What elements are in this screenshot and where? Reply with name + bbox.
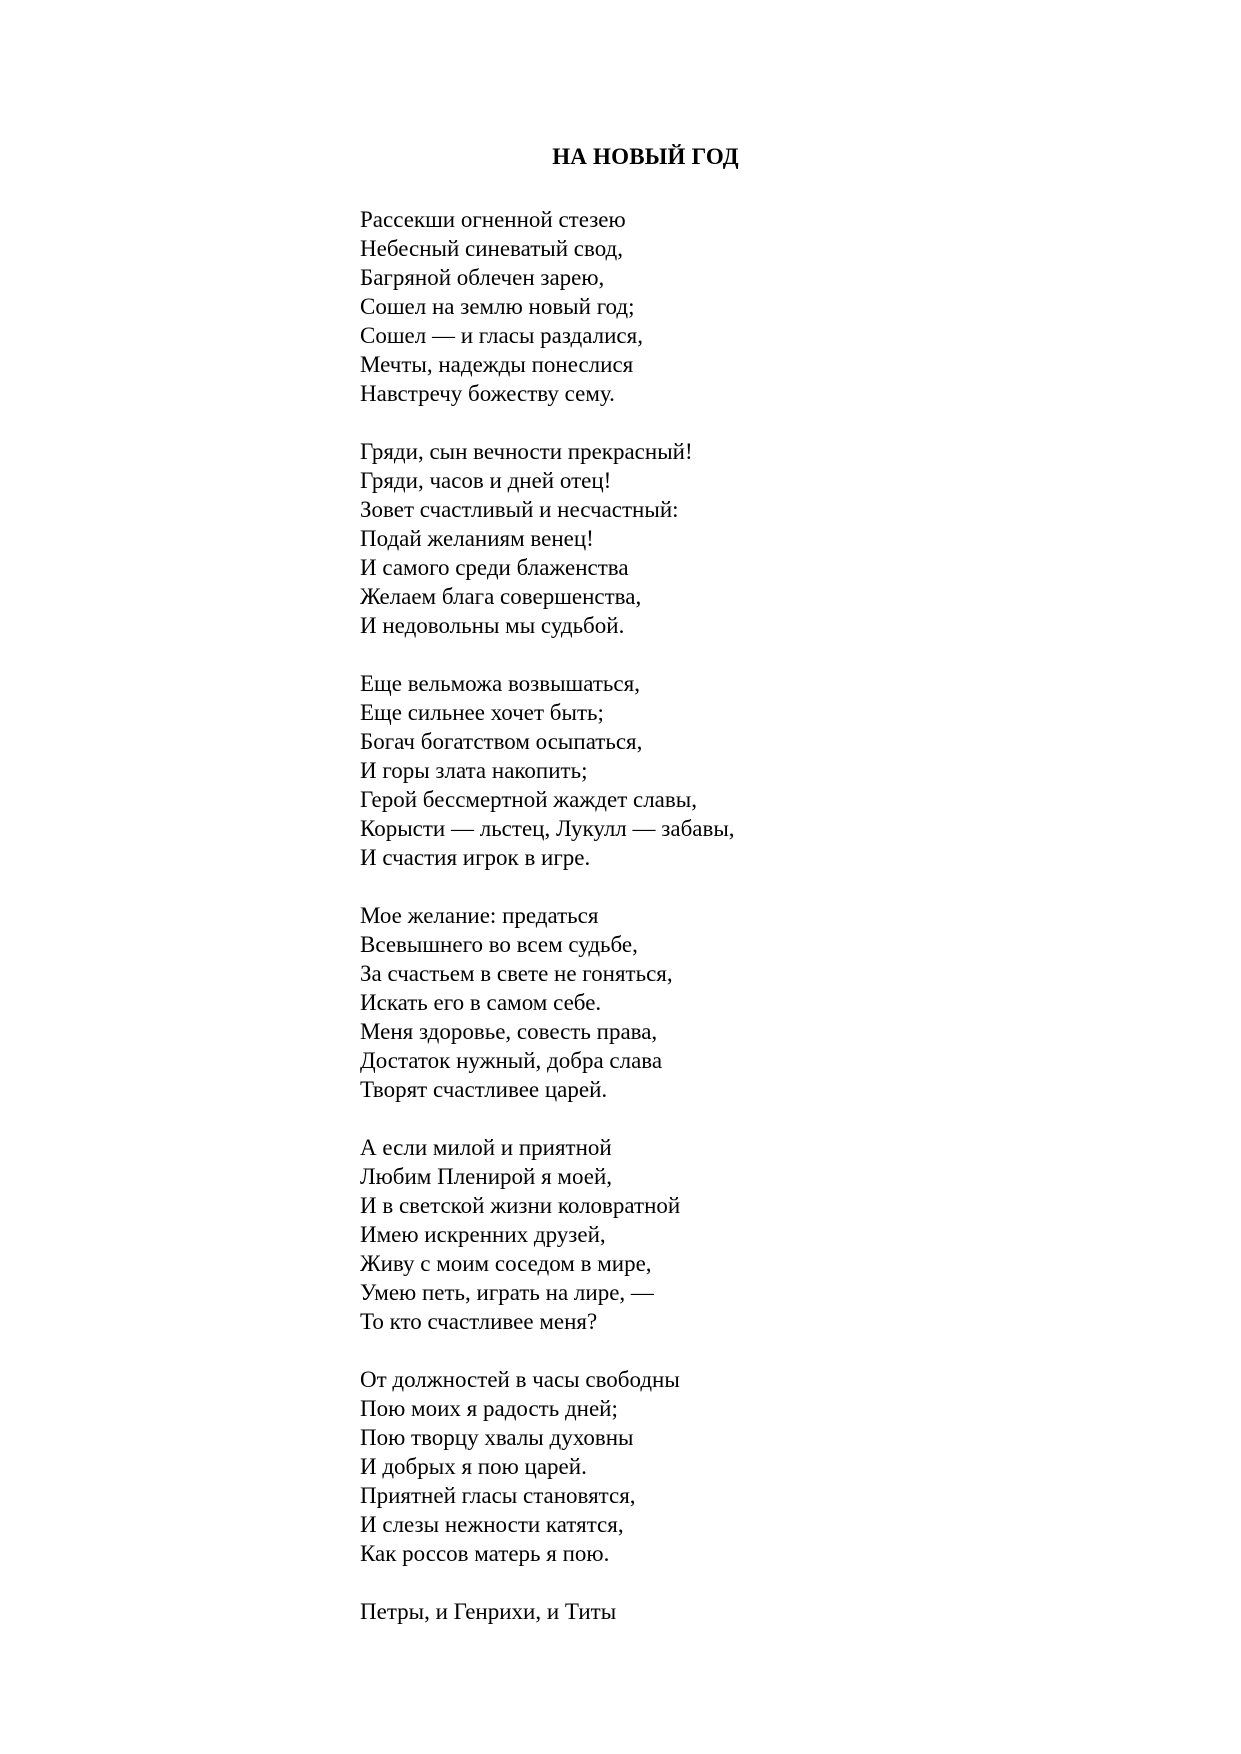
poem-line: Живу с моим соседом в мире, (360, 1251, 652, 1276)
poem-line: И счастия игрок в игре. (360, 845, 591, 870)
poem-line: Имею искренних друзей, (360, 1222, 606, 1247)
poem-line: Багряной облечен зарею, (360, 265, 605, 290)
poem-line: Искать его в самом себе. (360, 990, 602, 1015)
poem-line: Мечты, надежды понеслися (360, 352, 634, 377)
stanza-1 (360, 205, 880, 408)
poem-title: НА НОВЫЙ ГОД (552, 144, 739, 169)
poem-line: Небесный синеватый свод, (360, 236, 623, 261)
stanza-5 (360, 1133, 880, 1336)
poem-line: Мое желание: предаться (360, 903, 599, 928)
poem-line: Зовет счастливый и несчастный: (360, 497, 679, 522)
poem-line: Рассекши огненной стезею (360, 207, 626, 232)
poem-line: И добрых я пою царей. (360, 1454, 587, 1479)
poem-line: И слезы нежности катятся, (360, 1512, 624, 1537)
poem-line: Петры, и Генрихи, и Титы (360, 1599, 617, 1624)
poem-line: Желаем блага совершенства, (360, 584, 642, 609)
poem-line: Творят счастливее царей. (360, 1077, 608, 1102)
poem-line: И недовольны мы судьбой. (360, 613, 625, 638)
poem-line: Пою моих я радость дней; (360, 1396, 618, 1421)
poem-line: Пою творцу хвалы духовны (360, 1425, 634, 1450)
poem-line: Любим Пленирой я моей, (360, 1164, 613, 1189)
poem-line: Как россов матерь я пою. (360, 1541, 610, 1566)
poem-line: Достаток нужный, добра слава (360, 1048, 663, 1073)
poem-line: Умею петь, играть на лире, — (360, 1280, 654, 1305)
poem-line: То кто счастливее меня? (360, 1309, 598, 1334)
poem-line: От должностей в часы свободны (360, 1367, 680, 1392)
stanza-4 (360, 901, 880, 1104)
poem-line: А если милой и приятной (360, 1135, 612, 1160)
poem-body (360, 205, 880, 1655)
poem-line: Приятней гласы становятся, (360, 1483, 636, 1508)
stanza-7 (360, 1597, 880, 1626)
poem-line: И в светской жизни коловратной (360, 1193, 681, 1218)
poem-line: Герой бессмертной жаждет славы, (360, 787, 697, 812)
poem-line: Подай желаниям венец! (360, 526, 594, 551)
poem-line: Сошел — и гласы раздалися, (360, 323, 643, 348)
poem-line: Гряди, сын вечности прекрасный! (360, 439, 693, 464)
stanza-6 (360, 1365, 880, 1568)
poem-line: Богач богатством осыпаться, (360, 729, 643, 754)
poem-line: За счастьем в свете не гоняться, (360, 961, 673, 986)
stanza-3 (360, 669, 880, 872)
poem-line: Всевышнего во всем судьбе, (360, 932, 638, 957)
poem-line: Корысти — льстец, Лукулл — забавы, (360, 816, 735, 841)
poem-line: Навстречу божеству сему. (360, 381, 615, 406)
poem-line: Еще сильнее хочет быть; (360, 700, 604, 725)
poem-line: Еще вельможа возвышаться, (360, 671, 640, 696)
poem-line: Гряди, часов и дней отец! (360, 468, 612, 493)
stanza-2 (360, 437, 880, 640)
poem-line: И самого среди блаженства (360, 555, 629, 580)
poem-line: И горы злата накопить; (360, 758, 588, 783)
poem-line: Меня здоровье, совесть права, (360, 1019, 658, 1044)
poem-line: Сошел на землю новый год; (360, 294, 635, 319)
